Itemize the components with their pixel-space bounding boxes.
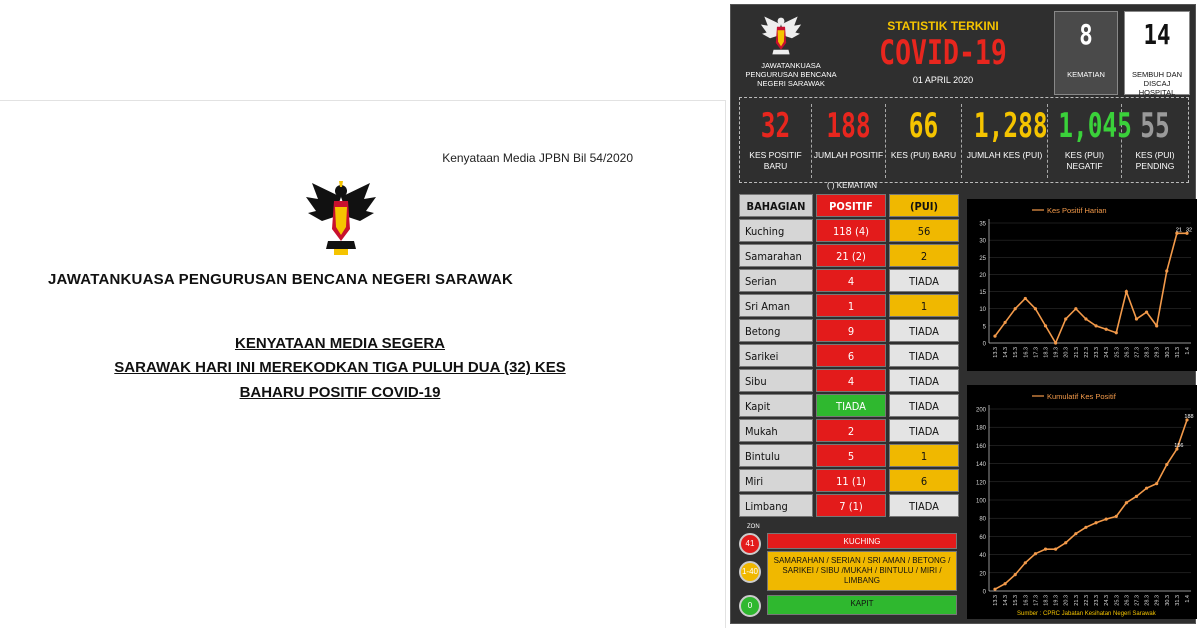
bahagian-name: Sibu [739, 369, 813, 392]
document-reference: Kenyataan Media JPBN Bil 54/2020 [442, 151, 633, 165]
x-tick-label: 21.3 [1073, 595, 1080, 606]
x-tick-label: 29.3 [1154, 347, 1161, 358]
table-row [739, 293, 961, 318]
positif-value: 5 [816, 444, 886, 467]
bahagian-name: Limbang [739, 494, 813, 517]
data-point [1074, 307, 1077, 310]
data-point [1115, 515, 1118, 518]
data-point [1135, 495, 1138, 498]
x-tick-label: 31.3 [1174, 595, 1181, 606]
headline-line-1: KENYATAAN MEDIA SEGERA [234, 335, 446, 352]
page-margin [0, 0, 726, 100]
pui-value: 1 [889, 294, 959, 317]
header-positif: POSITIF [816, 194, 886, 217]
data-point [1145, 487, 1148, 490]
positif-value: 11 (1) [816, 469, 886, 492]
pui-value: 6 [889, 469, 959, 492]
x-tick-label: 14.3 [1003, 347, 1010, 358]
table-header-row [739, 193, 961, 218]
stat-value: 1,288 [973, 106, 1048, 146]
data-point [1105, 518, 1108, 521]
covid-dashboard [730, 4, 1196, 624]
pui-value: TIADA [889, 394, 959, 417]
x-tick-label: 23.3 [1094, 347, 1101, 358]
stats-row [739, 97, 1189, 183]
x-tick-label: 13.3 [993, 595, 999, 606]
data-point [1044, 548, 1047, 551]
data-point [1165, 463, 1168, 466]
stat-value: 55 [1140, 106, 1170, 146]
headline-line-2: SARAWAK HARI INI MEREKODKAN TIGA PULUH DUA (32) KES [114, 359, 566, 376]
data-point [1034, 307, 1037, 310]
x-tick-label: 22.3 [1083, 347, 1090, 358]
zone-bar: KUCHING [767, 533, 957, 549]
bahagian-name: Sri Aman [739, 294, 813, 317]
stat-value: 188 [826, 106, 871, 146]
y-tick-label: 20 [979, 272, 986, 279]
data-point [993, 335, 996, 338]
stat-label: KES (PUI) NEGATIF [1064, 150, 1105, 171]
data-point [1014, 573, 1017, 576]
stat-cell [886, 104, 962, 178]
x-tick-label: 28.3 [1144, 595, 1151, 606]
data-point [1004, 582, 1007, 585]
y-tick-label: 160 [975, 443, 986, 450]
data-point [1135, 317, 1138, 320]
stat-cell [962, 104, 1048, 178]
bahagian-name: Betong [739, 319, 813, 342]
dashboard-title: COVID-19 [879, 33, 1007, 73]
x-tick-label: 18.3 [1043, 595, 1050, 606]
zone-circle: 1-40 [739, 561, 761, 583]
y-tick-label: 0 [982, 341, 986, 348]
data-point [1155, 482, 1158, 485]
pui-value: 56 [889, 219, 959, 242]
data-point [1105, 328, 1108, 331]
cumulative-cases-svg [967, 385, 1197, 619]
bahagian-name: Miri [739, 469, 813, 492]
table-row [739, 443, 961, 468]
x-tick-label: 25.3 [1114, 595, 1121, 606]
data-point [1024, 561, 1027, 564]
y-tick-label: 30 [979, 238, 986, 245]
stat-cell [740, 104, 812, 178]
x-tick-label: 25.3 [1114, 347, 1121, 358]
zone-circle: 41 [739, 533, 761, 555]
headline-line-3: BAHARU POSITIF COVID-19 [239, 384, 441, 401]
daily-cases-chart [967, 199, 1197, 371]
discharged-value: 14 [1143, 18, 1171, 51]
x-tick-label: 29.3 [1154, 595, 1161, 606]
organization-name: JAWATANKUASA PENGURUSAN BENCANA NEGERI SARAWAK [48, 271, 514, 288]
series-line [995, 233, 1187, 343]
y-tick-label: 120 [975, 480, 986, 487]
data-point [1165, 269, 1168, 272]
press-release-document [0, 100, 726, 628]
x-tick-label: 21.3 [1073, 347, 1080, 358]
kematian-note: ( ) KEMATIAN [827, 181, 878, 190]
data-point [1145, 311, 1148, 314]
cumulative-cases-chart [967, 385, 1197, 619]
bahagian-name: Samarahan [739, 244, 813, 267]
data-point [1115, 331, 1118, 334]
pui-value: TIADA [889, 269, 959, 292]
stat-label: KES POSITIF BARU [749, 150, 802, 171]
bahagian-name: Sarikei [739, 344, 813, 367]
x-tick-label: 26.3 [1124, 347, 1131, 358]
x-tick-label: 30.3 [1164, 595, 1171, 606]
table-row [739, 268, 961, 293]
stat-cell [1122, 104, 1188, 178]
y-tick-label: 40 [979, 553, 986, 560]
data-point [1044, 324, 1047, 327]
data-point [1125, 290, 1128, 293]
positif-value: TIADA [816, 394, 886, 417]
source-note: Sumber : CPRC Jabatan Kesihatan Negeri Sarawak [1017, 611, 1156, 617]
positif-value: 6 [816, 344, 886, 367]
x-tick-label: 30.3 [1164, 347, 1171, 358]
data-label: 156 [1174, 443, 1184, 450]
pui-value: 2 [889, 244, 959, 267]
x-tick-label: 22.3 [1083, 595, 1090, 606]
data-label: 21 [1175, 227, 1182, 234]
x-tick-label: 31.3 [1174, 347, 1181, 358]
x-tick-label: 14.3 [1003, 595, 1010, 606]
pui-value: TIADA [889, 344, 959, 367]
y-tick-label: 20 [979, 571, 986, 578]
stat-cell [812, 104, 886, 178]
chart-title: Kes Positif Harian [1047, 206, 1107, 215]
y-tick-label: 15 [979, 290, 986, 297]
x-tick-label: 18.3 [1043, 347, 1050, 358]
data-point [1034, 552, 1037, 555]
zone-bar: SAMARAHAN / SERIAN / SRI AMAN / BETONG / SARIKEI / SIBU /MUKAH / BINTULU / MIRI / LIMBANG [767, 551, 957, 591]
stat-label: KES (PUI) BARU [890, 150, 957, 160]
data-point [1064, 317, 1067, 320]
chart-title: Kumulatif Kes Positif [1047, 392, 1116, 401]
x-tick-label: 15.3 [1013, 347, 1020, 358]
sarawak-crest-icon [759, 13, 803, 59]
x-tick-label: 28.3 [1144, 347, 1151, 358]
positif-value: 118 (4) [816, 219, 886, 242]
data-point [1074, 532, 1077, 535]
data-point [1004, 321, 1007, 324]
y-tick-label: 140 [975, 462, 986, 469]
y-tick-label: 0 [982, 589, 986, 596]
pui-value: TIADA [889, 419, 959, 442]
data-point [1014, 307, 1017, 310]
positif-value: 2 [816, 419, 886, 442]
table-row [739, 343, 961, 368]
statistik-label: STATISTIK TERKINI [887, 19, 999, 33]
x-tick-label: 15.3 [1013, 595, 1020, 606]
x-tick-label: 26.3 [1124, 595, 1131, 606]
table-row [739, 493, 961, 518]
zone-label: ZON [747, 524, 760, 530]
bahagian-name: Kuching [739, 219, 813, 242]
table-row [739, 468, 961, 493]
table-row [739, 218, 961, 243]
kematian-value: 8 [1079, 18, 1093, 51]
header-pui: (PUI) [889, 194, 959, 217]
x-tick-label: 17.3 [1033, 595, 1040, 606]
stat-value: 66 [908, 106, 939, 146]
pui-value: TIADA [889, 494, 959, 517]
y-tick-label: 10 [979, 307, 986, 314]
data-point [1094, 521, 1097, 524]
x-tick-label: 16.3 [1023, 347, 1030, 358]
data-label: 32 [1185, 227, 1193, 234]
positif-value: 4 [816, 269, 886, 292]
x-tick-label: 20.3 [1063, 347, 1070, 358]
header-bahagian: BAHAGIAN [739, 194, 813, 217]
positif-value: 1 [816, 294, 886, 317]
table-row [739, 243, 961, 268]
stat-value: 32 [760, 106, 791, 146]
positif-value: 21 (2) [816, 244, 886, 267]
pui-value: TIADA [889, 369, 959, 392]
y-tick-label: 25 [979, 255, 986, 262]
data-point [993, 588, 996, 591]
x-tick-label: 27.3 [1134, 595, 1141, 606]
bahagian-name: Bintulu [739, 444, 813, 467]
discharged-box [1124, 11, 1190, 95]
positif-value: 4 [816, 369, 886, 392]
x-tick-label: 20.3 [1063, 595, 1070, 606]
positif-value: 7 (1) [816, 494, 886, 517]
x-tick-label: 24.3 [1104, 347, 1111, 358]
x-tick-label: 13.3 [993, 347, 999, 358]
dashboard-org-name: JAWATANKUASA PENGURUSAN BENCANA NEGERI SARAWAK [745, 61, 837, 88]
table-row [739, 368, 961, 393]
x-tick-label: 1.4 [1185, 595, 1191, 603]
dashboard-date: 01 APRIL 2020 [912, 75, 974, 85]
table-row [739, 393, 961, 418]
zone-circle: 0 [739, 595, 761, 617]
data-point [1054, 341, 1057, 344]
data-point [1084, 526, 1087, 529]
pui-value: 1 [889, 444, 959, 467]
stat-label: KES (PUI) PENDING [1135, 150, 1175, 171]
data-point [1125, 501, 1128, 504]
discharged-label: SEMBUH DAN DISCAJ HOSPITAL [1131, 70, 1182, 97]
x-tick-label: 19.3 [1053, 347, 1060, 358]
sarawak-crest-icon [304, 177, 378, 257]
daily-cases-svg [967, 199, 1197, 371]
table-row [739, 318, 961, 343]
stat-cell [1048, 104, 1132, 178]
bahagian-name: Kapit [739, 394, 813, 417]
stat-label: JUMLAH KES (PUI) [966, 150, 1043, 160]
x-tick-label: 23.3 [1094, 595, 1101, 606]
pui-value: TIADA [889, 319, 959, 342]
table-row [739, 418, 961, 443]
kematian-label: KEMATIAN [1067, 70, 1105, 79]
data-point [1024, 297, 1027, 300]
data-point [1054, 548, 1057, 551]
kematian-box [1054, 11, 1118, 95]
data-point [1084, 317, 1087, 320]
x-tick-label: 24.3 [1104, 595, 1111, 606]
y-tick-label: 5 [982, 324, 986, 331]
x-tick-label: 27.3 [1134, 347, 1141, 358]
y-tick-label: 180 [975, 425, 986, 432]
zone-bar: KAPIT [767, 595, 957, 615]
data-point [1064, 541, 1067, 544]
x-tick-label: 17.3 [1033, 347, 1040, 358]
y-tick-label: 80 [979, 516, 986, 523]
bahagian-table [739, 193, 961, 518]
data-point [1094, 324, 1097, 327]
bahagian-name: Serian [739, 269, 813, 292]
x-tick-label: 16.3 [1023, 595, 1030, 606]
y-tick-label: 100 [975, 498, 986, 505]
bahagian-name: Mukah [739, 419, 813, 442]
y-tick-label: 200 [975, 407, 986, 414]
x-tick-label: 1.4 [1185, 347, 1191, 355]
data-label: 188 [1184, 413, 1194, 420]
data-point [1155, 324, 1158, 327]
stat-label: JUMLAH POSITIF [813, 150, 884, 160]
x-tick-label: 19.3 [1053, 595, 1060, 606]
positif-value: 9 [816, 319, 886, 342]
stat-value: 1,045 [1058, 106, 1132, 146]
y-tick-label: 60 [979, 534, 986, 541]
y-tick-label: 35 [979, 221, 986, 228]
